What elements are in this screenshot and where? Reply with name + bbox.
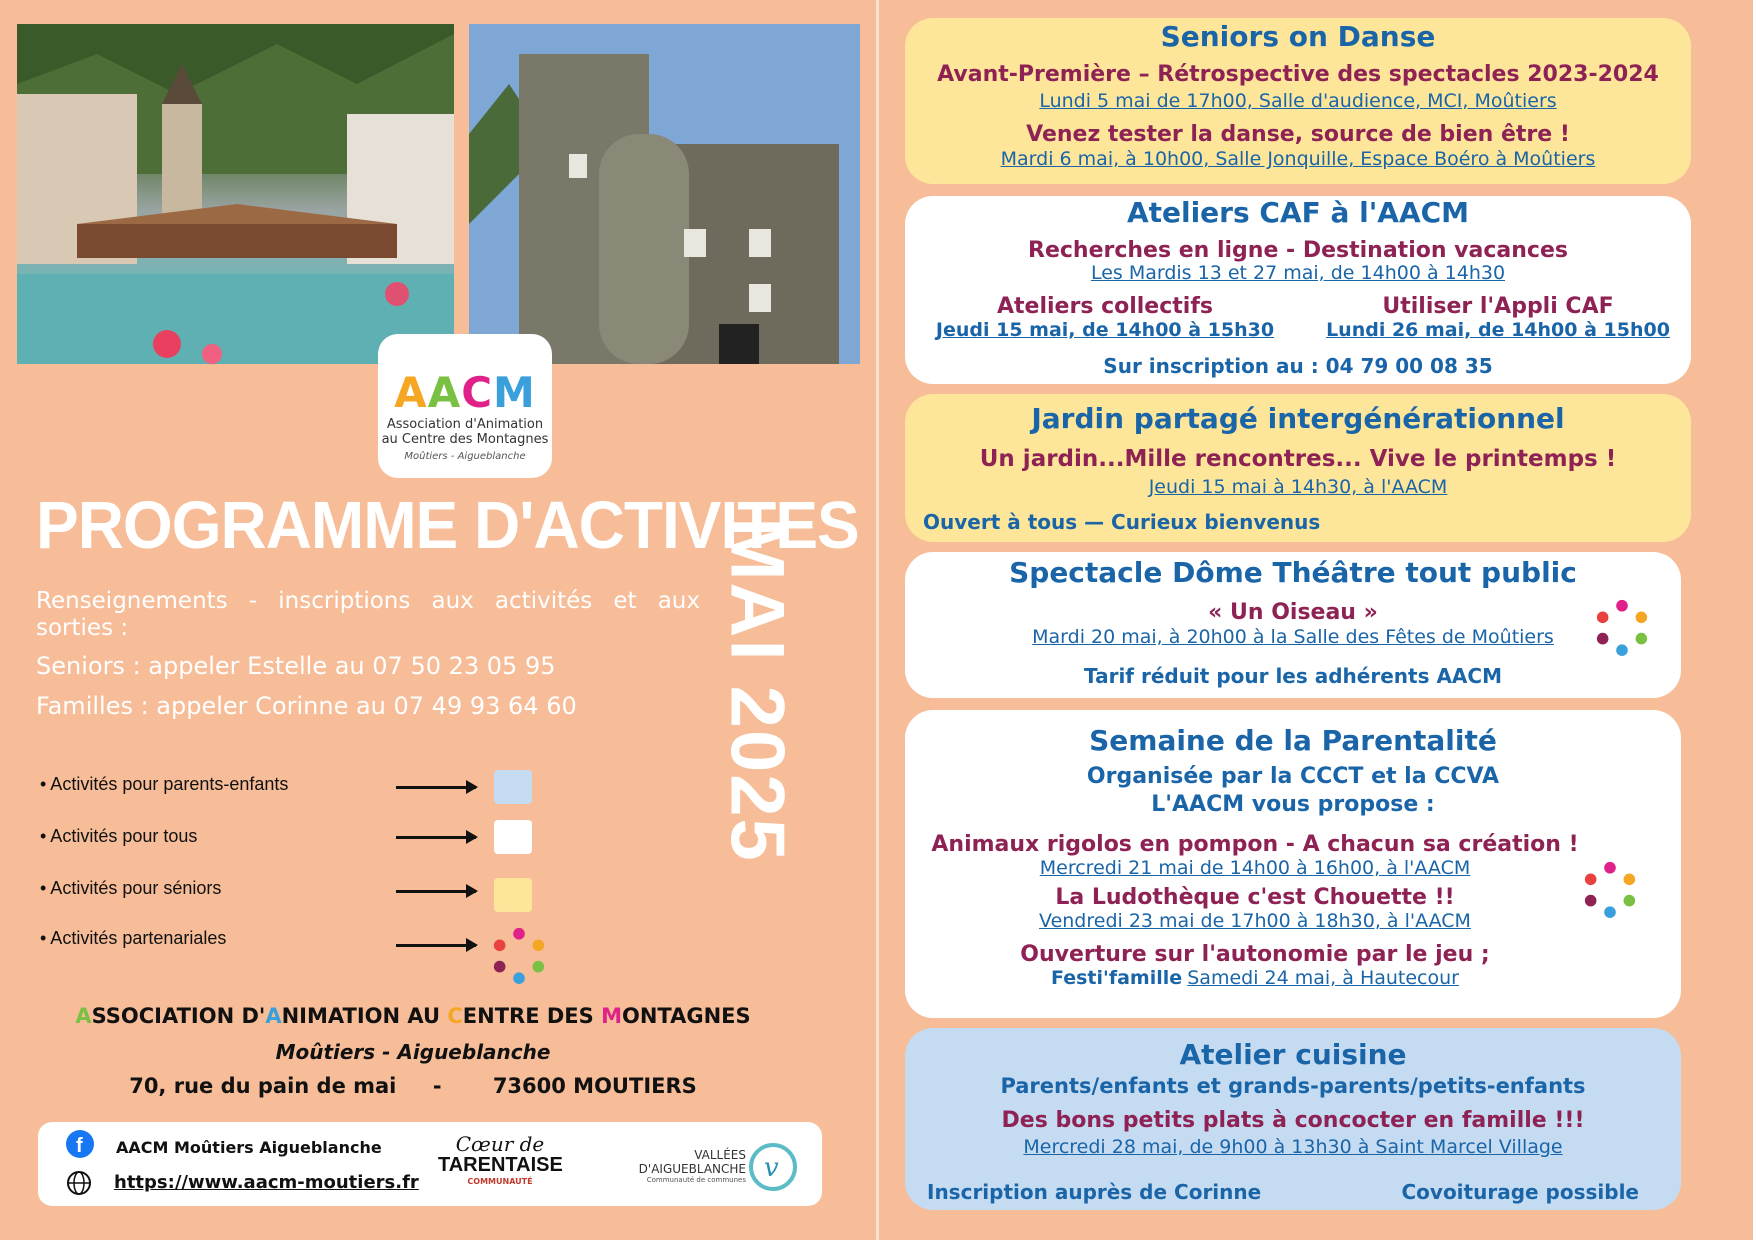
partner-people-icon [1593,598,1651,656]
spectacle-note: Tarif réduit pour les adhérents AACM [1084,664,1502,688]
event-date-link[interactable]: Jeudi 15 mai, de 14h00 à 15h30 [935,319,1275,341]
legend-arrow [396,786,476,789]
legend-parents-enfants: • Activités pour parents-enfants [40,774,289,794]
panel-title: Jardin partagé intergénérationnel [1031,402,1565,435]
month-label: MAI 2025 [714,517,800,863]
caf-col-appli: Utiliser l'Appli CAF Lundi 26 mai, de 14h00 à 15h00 [1305,294,1691,341]
legend-arrow [396,836,476,839]
globe-icon [66,1170,92,1196]
panel-title: Semaine de la Parentalité [1089,724,1497,757]
familles-contact: Familles : appeler Corinne au 07 49 93 64 60 [36,692,577,720]
panel-spectacle [905,552,1681,698]
website-link[interactable]: https://www.aacm-moutiers.fr [114,1172,419,1193]
legend-arrow [396,944,476,947]
facebook-label[interactable]: AACM Moûtiers Aigueblanche [116,1138,382,1157]
logo-line1: Association d'Animation [386,417,544,432]
legend-swatch-blue [494,770,532,804]
panel-subtitle: Un jardin...Mille rencontres... Vive le printemps ! [979,446,1617,472]
parentalite-org1: Organisée par la CCCT et la CCVA [1086,764,1500,789]
association-name: ASSOCIATION D'ANIMATION AU CENTRE DES MONTAGNES [75,1004,751,1028]
coeur-tarentaise-logo: Cœur de TARENTAISE COMMUNAUTÉ [438,1132,563,1186]
panel-subtitle: Des bons petits plats à concocter en famille !!! [1001,1108,1585,1133]
legend-seniors: • Activités pour séniors [40,878,222,898]
caf-col-collectifs: Ateliers collectifs Jeudi 15 mai, de 14h00 à 15h30 [905,294,1305,341]
cuisine-note-left: Inscription auprès de Corinne [927,1180,1262,1204]
legend-swatch-yellow [494,878,532,912]
event-date-link[interactable]: Mardi 20 mai, à 20h00 à la Salle des Fêtes de Moûtiers [1032,626,1554,648]
panel-subtitle: Avant-Première – Rétrospective des spectacles 2023-2024 [937,62,1659,87]
event-date-link[interactable]: Les Mardis 13 et 27 mai, de 14h00 à 14h30 [1090,262,1506,284]
association-address: 70, rue du pain de mai - 73600 MOUTIERS [129,1074,697,1098]
legend-tous: • Activités pour tous [40,826,198,846]
logo-town: Moûtiers - Aigueblanche [404,451,526,462]
association-town: Moûtiers - Aigueblanche [275,1040,551,1064]
svg-text:v: v [764,1153,779,1183]
event-date-link[interactable]: Mardi 6 mai, à 10h00, Salle Jonquille, Espace Boéro à Moûtiers [1000,148,1596,170]
event-date-link[interactable]: Lundi 26 mai, de 14h00 à 15h00 [1326,319,1670,341]
panel-subtitle: « Un Oiseau » [1208,600,1378,625]
svg-text:f: f [76,1135,83,1157]
partner-people-icon [1581,860,1639,918]
panel-jardin [905,394,1691,542]
panel-subtitle: Venez tester la danse, source de bien être ! [1026,122,1570,147]
legend-arrow [396,890,476,893]
seniors-contact: Seniors : appeler Estelle au 07 50 23 05 95 [36,652,556,680]
parentalite-org2: L'AACM vous propose : [1151,792,1435,817]
panel-seniors-danse [905,18,1691,184]
event-date-link[interactable]: Jeudi 15 mai à 14h30, à l'AACM [1148,476,1448,498]
panel-title: Seniors on Danse [1160,20,1436,53]
logo-line2: au Centre des Montagnes [381,432,549,447]
facebook-icon[interactable] [66,1130,94,1158]
panel-atelier-cuisine [905,1028,1681,1210]
cuisine-subtitle: Parents/enfants et grands-parents/petits-enfants [1000,1074,1586,1098]
panel-title: Atelier cuisine [1179,1038,1407,1071]
info-text: Renseignements - inscriptions aux activités et aux sorties : [36,588,700,641]
event-date-link[interactable]: Vendredi 23 mai de 17h00 à 18h30, à l'AACM [1039,910,1471,932]
page-title: PROGRAMME D'ACTIVITES [36,487,859,563]
vallees-logo-icon [748,1142,798,1192]
panel-subtitle: Recherches en ligne - Destination vacances [1028,238,1568,263]
jardin-note: Ouvert à tous — Curieux bienvenus [923,510,1321,534]
aacm-logo [378,334,552,478]
panel-parentalite [905,710,1681,1018]
castle-tower-photo [469,24,860,364]
parentalite-activities: Animaux rigolos en pompon - A chacun sa création ! Mercredi 21 mai de 14h00 à 16h00, à l'AACM La Ludothèque c'est Chouette !! Vendredi 23 mai de 17h00 à 18h30, à l'AACM Ouverture sur l'autonomie par le jeu ; Festi'famille Samedi 24 mai, à Hautecour [905,832,1605,989]
aacm-logo-word: AACM [394,368,536,417]
vallees-aigueblanche-logo: VALLÉES D'AIGUEBLANCHE Communauté de communes [638,1148,746,1184]
panel-title: Ateliers CAF à l'AACM [1126,196,1470,229]
event-date-link[interactable]: Samedi 24 mai, à Hautecour [1187,967,1459,989]
cuisine-note-right: Covoiturage possible [1401,1180,1639,1204]
event-date-link[interactable]: Lundi 5 mai de 17h00, Salle d'audience, MCI, Moûtiers [1039,90,1557,112]
legend-swatch-white [494,820,532,854]
panel-title: Spectacle Dôme Théâtre tout public [1009,556,1577,589]
left-page [0,0,876,1240]
event-date-link[interactable]: Mercredi 28 mai, de 9h00 à 13h30 à Saint Marcel Village [1023,1136,1563,1158]
caf-phone: Sur inscription au : 04 79 00 08 35 [1103,354,1493,378]
partner-people-icon [490,926,548,984]
town-river-photo [17,24,454,364]
event-date-link[interactable]: Mercredi 21 mai de 14h00 à 16h00, à l'AACM [1039,857,1471,879]
footer-box [38,1122,822,1206]
right-page [879,0,1753,1240]
panel-ateliers-caf [905,196,1691,384]
legend-partenariales: • Activités partenariales [40,928,227,948]
